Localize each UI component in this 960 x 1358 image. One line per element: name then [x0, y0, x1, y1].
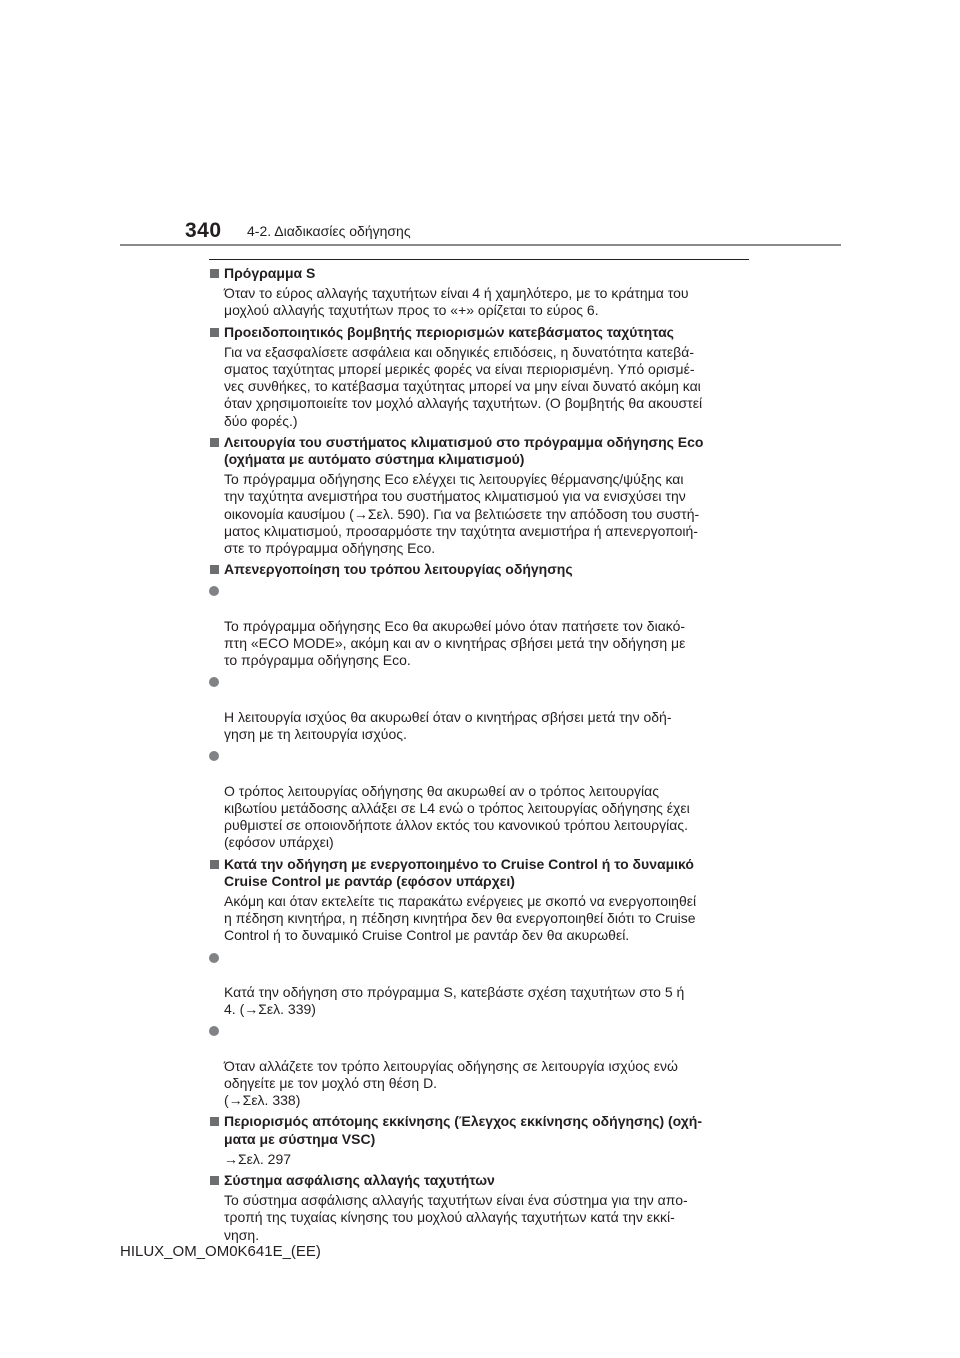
paragraph: Ακόμη και όταν εκτελείτε τις παρακάτω ενέργειες με σκοπό να ενεργοποιηθεί η πέδηση κινητήρα, η πέδηση κινητήρα δεν θα ενεργοποιηθεί διότι το Cruise Control ή το δυναμικό Cruise Control με ραντάρ δεν θα ακυρωθεί.: [224, 892, 697, 944]
list-item: [209, 674, 754, 743]
list-item-text: Κατά την οδήγηση στο πρόγραμμα S, κατεβάστε σχέση ταχυτήτων στο 5 ή 4. (→Σελ. 339): [224, 983, 685, 1018]
section-heading: [209, 1172, 754, 1189]
paragraph: Το σύστημα ασφάλισης αλλαγής ταχυτήτων είναι ένα σύστημα για την απο- τροπή της τυχαίας κίνησης του μοχλού αλλαγής ταχυτήτων κατά την εκκί- νηση.: [224, 1192, 688, 1243]
section-title: 4-2. Διαδικασίες οδήγησης: [247, 223, 411, 239]
square-bullet-icon: [210, 328, 219, 337]
square-bullet-icon: [210, 565, 219, 574]
heading-text: Κατά την οδήγηση με ενεργοποιημένο το Cruise Control ή το δυναμικό Cruise Control με ραντάρ (εφόσον υπάρχει): [224, 855, 694, 889]
list-item-text: Το πρόγραμμα οδήγησης Eco θα ακυρωθεί μόνο όταν πατήσετε τον διακό- πτη «ECO MODE», ακόμη και αν ο κινητήρας σβήσει μετά την οδήγηση με το πρόγραμμα οδήγησης Eco.: [224, 617, 686, 669]
heading-text: Σύστημα ασφάλισης αλλαγής ταχυτήτων: [224, 1171, 495, 1188]
header-rule: [120, 244, 841, 246]
square-bullet-icon: [210, 860, 219, 869]
section-heading: [209, 1113, 754, 1147]
square-bullet-icon: [210, 1176, 219, 1185]
list-item: [209, 748, 754, 851]
content-top-rule: [209, 259, 749, 260]
section-heading: [209, 434, 754, 468]
circle-bullet-icon: [209, 1026, 219, 1036]
section-heading: [209, 856, 754, 890]
section-eco-air-conditioning: [209, 434, 754, 557]
circle-bullet-icon: [209, 586, 219, 596]
paragraph: Όταν το εύρος αλλαγής ταχυτήτων είναι 4 ή χαμηλότερο, με το κράτημα του μοχλού αλλαγής ταχυτήτων προς το «+» ορίζεται το εύρος 6.: [224, 285, 689, 319]
section-cruise-control: [209, 856, 754, 1110]
list-item: [209, 583, 754, 669]
page-reference: →Σελ. 297: [224, 1150, 292, 1167]
heading-text: Λειτουργία του συστήματος κλιματισμού στο πρόγραμμα οδήγησης Eco (οχήματα με αυτόματο σύστημα κλιματισμού): [224, 433, 704, 468]
paragraph: Το πρόγραμμα οδήγησης Eco ελέγχει τις λειτουργίες θέρμανσης/ψύξης και την ταχύτητα ανεμιστήρα του συστήματος κλιματισμού για να ενισχύσει την οικονομία καυσίμου (→Σελ. 590). Για να βελτιώσετε την απόδοση του συστή- ματος κλιματισμού, προσαρμόστε την ταχύτητα ανεμιστήρα ή απενεργοποιή- στε το πρόγραμμα οδήγησης Eco.: [224, 471, 700, 557]
list-item-text: Η λειτουργία ισχύος θα ακυρωθεί όταν ο κινητήρας σβήσει μετά την οδή- γηση με τη λειτουργία ισχύος.: [224, 708, 672, 743]
content: [209, 265, 754, 1248]
section-heading: [209, 561, 754, 578]
section-launch-control: [209, 1113, 754, 1168]
circle-bullet-icon: [209, 677, 219, 687]
square-bullet-icon: [210, 1117, 219, 1126]
square-bullet-icon: [210, 438, 219, 447]
section-downshift-buzzer: [209, 324, 754, 430]
section-shift-lock: [209, 1172, 754, 1244]
circle-bullet-icon: [209, 751, 219, 761]
section-heading: [209, 265, 754, 282]
heading-text: Πρόγραμμα S: [224, 265, 316, 281]
list-item-text: Ο τρόπος λειτουργίας οδήγησης θα ακυρωθεί αν ο τρόπος λειτουργίας κιβωτίου μετάδοσης αλλάξει σε L4 ενώ ο τρόπος λειτουργίας οδήγησης έχει ρυθμιστεί σε οποιονδήποτε άλλον εκτός του κανονικού τρόπου λειτουργίας. (εφόσον υπάρχει): [224, 782, 690, 851]
heading-text: Απενεργοποίηση του τρόπου λειτουργίας οδήγησης: [224, 561, 573, 578]
page-number: 340: [185, 219, 222, 242]
paragraph: Για να εξασφαλίσετε ασφάλεια και οδηγικές επιδόσεις, η δυνατότητα κατεβά- σματος ταχύτητας μπορεί μερικές φορές να είναι περιορισμένη. Υπό ορισμέ- νες συνθήκες, το κατέβασμα ταχύτητας μπορεί να μην είναι δυνατό ακόμη και όταν χρησιμοποιείτε τον μοχλό αλλαγής ταχυτήτων. (Ο βομβητής θα ακουστεί δύο φορές.): [224, 343, 703, 429]
section-heading: [209, 324, 754, 341]
square-bullet-icon: [210, 269, 219, 278]
section-drive-mode-deactivation: [209, 561, 754, 851]
circle-bullet-icon: [209, 953, 219, 963]
list-item-text: Όταν αλλάζετε τον τρόπο λειτουργίας οδήγησης σε λειτουργία ισχύος ενώ οδηγείτε με τον μοχλό στη θέση D. (→Σελ. 338): [224, 1057, 678, 1109]
footer-doc-code: HILUX_OM_OM0K641E_(EE): [120, 1243, 321, 1260]
list-item: [209, 1023, 754, 1109]
heading-text: Προειδοποιητικός βομβητής περιορισμών κατεβάσματος ταχύτητας: [224, 323, 674, 340]
list-item: [209, 950, 754, 1019]
heading-text: Περιορισμός απότομης εκκίνησης (Έλεγχος εκκίνησης οδήγησης) (οχή- ματα με σύστημα VSC): [224, 1113, 702, 1147]
section-s-program: [209, 265, 754, 320]
